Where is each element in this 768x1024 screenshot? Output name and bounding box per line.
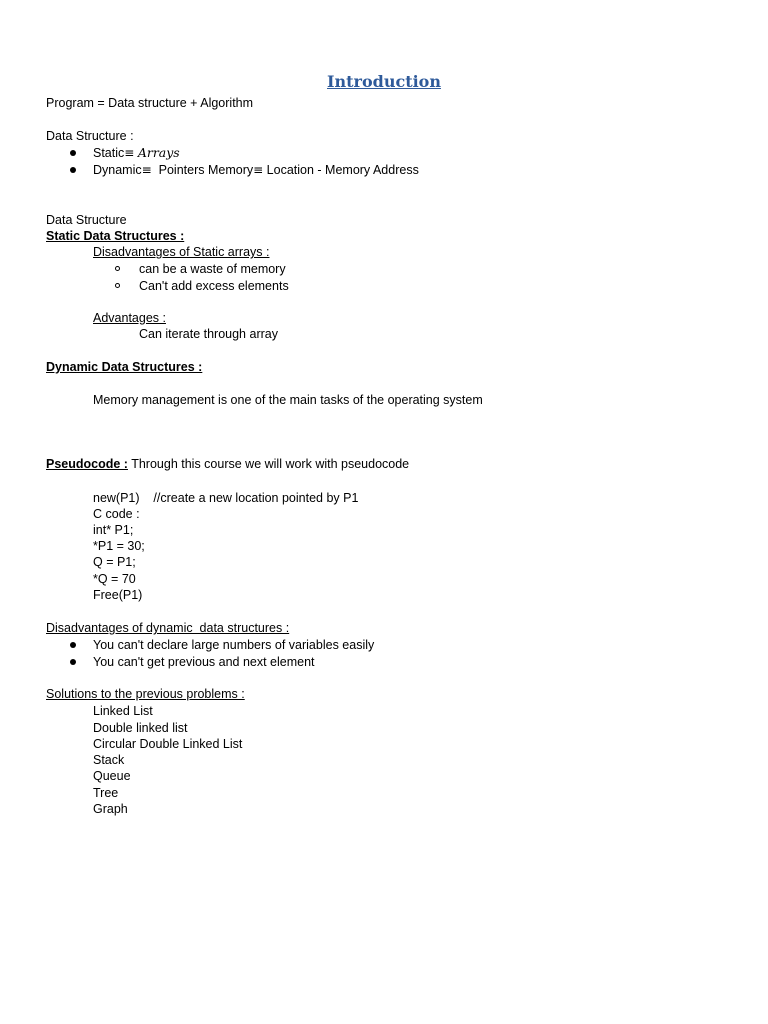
pseudocode-label: Pseudocode : (46, 457, 128, 471)
static-disadvantage-item: Can't add excess elements (139, 279, 289, 293)
solution-item: Double linked list (93, 721, 188, 735)
static-label: Static (93, 146, 125, 160)
equiv-symbol: ≡ (141, 163, 152, 177)
code-line: new(P1) //create a new location pointed by P1 (93, 491, 359, 505)
advantages-heading: Advantages : (93, 311, 166, 325)
code-line: int* P1; (93, 523, 134, 537)
arrays-math: Arrays (137, 145, 180, 160)
dynamic-ds-heading: Dynamic Data Structures : (46, 360, 203, 374)
pseudocode-text: Through this course we will work with pseudocode (131, 457, 410, 471)
pointers-memory-text: Pointers Memory (158, 163, 254, 177)
program-equation: Program = Data structure + Algorithm (46, 96, 254, 110)
solution-item: Stack (93, 753, 125, 767)
code-line: C code : (93, 507, 140, 521)
solution-item: Linked List (93, 704, 153, 718)
code-line: Q = P1; (93, 555, 136, 569)
solution-item: Tree (93, 786, 119, 800)
equiv-symbol: ≡ (124, 146, 135, 160)
dynamic-disadvantage-item: You can't declare large numbers of variables easily (93, 638, 375, 652)
static-ds-heading: Static Data Structures : (46, 229, 185, 243)
data-structure-heading: Data Structure : (46, 129, 134, 143)
page-title: Introduction (327, 72, 441, 91)
data-structure-label: Data Structure (46, 213, 127, 227)
advantages-text: Can iterate through array (139, 327, 278, 341)
code-line: *P1 = 30; (93, 539, 145, 553)
solution-item: Queue (93, 769, 131, 783)
circle-bullet-icon (115, 283, 120, 288)
bullet-icon (70, 642, 76, 648)
dynamic-label: Dynamic (93, 163, 142, 177)
static-item (93, 145, 180, 161)
equiv-symbol: ≡ (253, 163, 264, 177)
dynamic-ds-text: Memory management is one of the main tasks of the operating system (93, 393, 483, 407)
pseudocode-line (46, 456, 409, 472)
circle-bullet-icon (115, 266, 120, 271)
static-disadvantage-item: can be a waste of memory (139, 262, 286, 276)
static-disadvantages-heading: Disadvantages of Static arrays : (93, 245, 270, 259)
memory-address-text: Location - Memory Address (266, 163, 419, 177)
code-line: *Q = 70 (93, 572, 136, 586)
bullet-icon (70, 659, 76, 665)
solution-item: Graph (93, 802, 128, 816)
dynamic-disadvantage-item: You can't get previous and next element (93, 655, 315, 669)
bullet-icon (70, 167, 76, 173)
bullet-icon (70, 150, 76, 156)
dynamic-disadvantages-heading: Disadvantages of dynamic data structures : (46, 621, 290, 635)
dynamic-item (93, 162, 419, 178)
solution-item: Circular Double Linked List (93, 737, 243, 751)
solutions-heading: Solutions to the previous problems : (46, 687, 245, 701)
code-line: Free(P1) (93, 588, 143, 602)
